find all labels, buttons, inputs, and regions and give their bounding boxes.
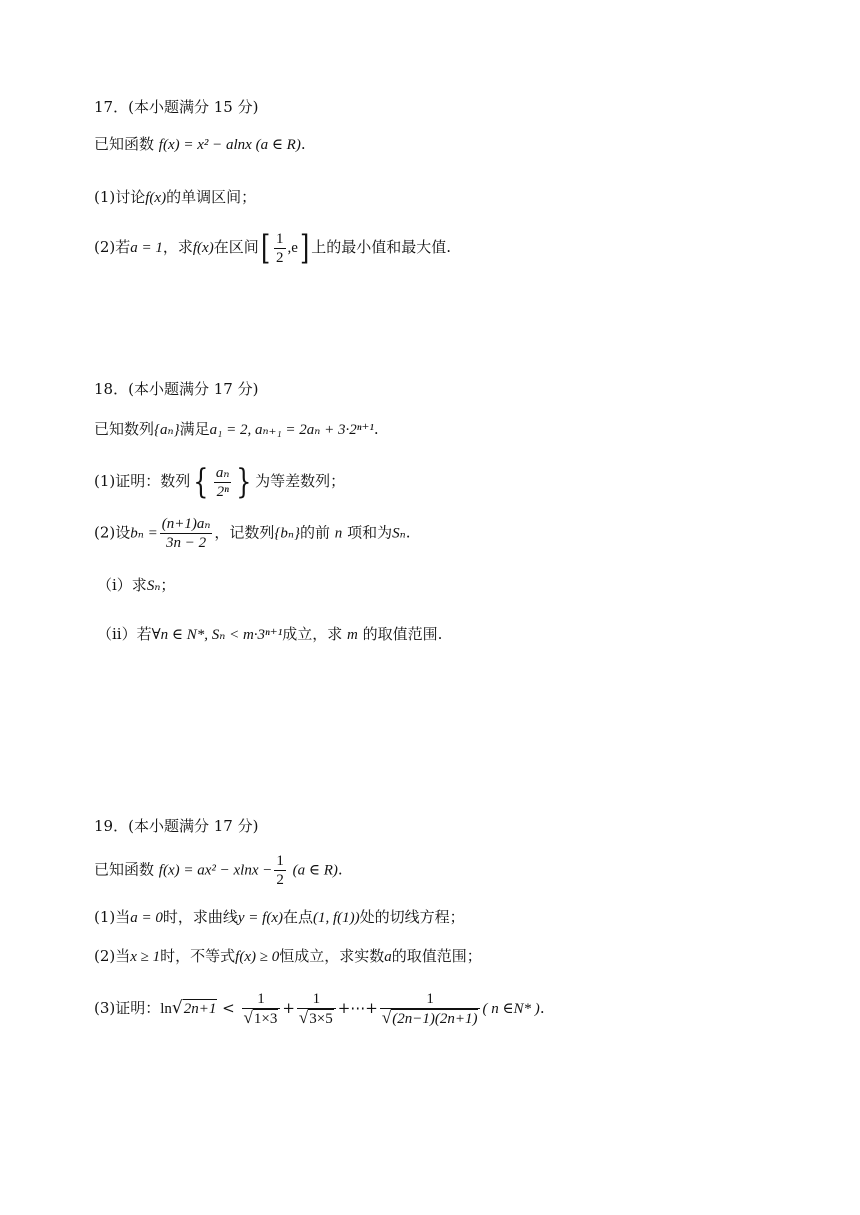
- q19-p3-t2-den: 3×5: [309, 1011, 333, 1027]
- q17-stem-prefix: 已知函数: [94, 135, 155, 153]
- q19-part2: [94, 945, 482, 968]
- q17-p1-expr: f(x): [145, 190, 167, 206]
- q18-part2: [94, 515, 410, 552]
- q18-p2-frac: [160, 515, 213, 552]
- q17-stem-expr: f(x) = x² − alnx (a ∈ R): [158, 137, 301, 153]
- q18-pii-m: m: [347, 627, 358, 643]
- q17-interval-end: ,e: [287, 240, 298, 256]
- q19-p3-t3-den-wrap: [380, 1009, 481, 1028]
- q19-p2-mid: 时，不等式: [160, 947, 236, 965]
- left-bracket-icon: [: [260, 228, 271, 268]
- q19-p3-dots: +⋯+: [337, 999, 378, 1017]
- q18-p2-mid2: 的前: [300, 523, 331, 542]
- q19-p3-term2: [297, 990, 336, 1028]
- q17-p2-cond: a = 1: [130, 240, 163, 256]
- q17-part1: [94, 186, 256, 209]
- q19-p1-curve: y = f(x): [237, 910, 283, 926]
- q19-p1-suffix: 处的切线方程；: [359, 908, 465, 926]
- q19-p2-cond: x ≥ 1: [130, 949, 161, 965]
- q19-stem-frac-num: 1: [276, 853, 284, 869]
- q19-stem-prefix: 已知函数: [94, 860, 155, 879]
- q17-stem-suffix: .: [300, 135, 306, 153]
- q18-p2-suffix: .: [405, 523, 411, 542]
- q19-p3-lt: <: [222, 999, 235, 1017]
- q18-p2-frac-den: 3n − 2: [165, 535, 207, 551]
- q18-p2-sn: Sₙ: [392, 525, 406, 542]
- q18-p2-mid: ，记数列: [214, 523, 275, 542]
- q19-p3-t3-den: (2n−1)(2n+1): [392, 1011, 478, 1027]
- q19-p3-t1-den: 1×3: [253, 1011, 278, 1027]
- q19-p3-suffix: .: [539, 999, 545, 1017]
- sqrt-icon: √: [381, 1008, 392, 1027]
- q17-interval-den: 2: [276, 249, 284, 266]
- q19-p3-ln: ln: [160, 1001, 172, 1017]
- q18-pi-prefix: （i）求: [97, 576, 147, 594]
- q17-p2-mid: ，求: [162, 238, 193, 256]
- q18-header: 18．(本小题满分 17 分): [94, 380, 259, 398]
- q17-p2-mid2: 在区间: [213, 238, 259, 256]
- q18-stem-expr: a₁ = 2, aₙ₊₁ = 2aₙ + 3·2ⁿ⁺¹: [209, 422, 374, 438]
- q19-p3-t1-num: 1: [242, 990, 281, 1009]
- q19-p3-t2-den-wrap: [297, 1009, 336, 1028]
- q18-p1-frac: [214, 464, 232, 501]
- q18-p1-prefix: (1)证明：数列: [94, 472, 191, 490]
- q19-stem-frac-den: 2: [276, 872, 284, 888]
- q18-p2-mid3: 项和为: [347, 523, 393, 542]
- q18-p1-frac-num: aₙ: [215, 464, 230, 481]
- q19-p1-point: (1, f(1)): [313, 910, 360, 926]
- q18-p2-seq: {bₙ}: [274, 525, 300, 542]
- q19-stem-expr2: (a ∈ R): [292, 862, 338, 879]
- q19-p3-term1: [242, 990, 281, 1028]
- q17-p2-suffix: 上的最小值和最大值.: [311, 238, 451, 256]
- q18-pii-suffix: 的取值范围.: [362, 625, 443, 643]
- q19-part1: [94, 906, 465, 929]
- sqrt-icon: √: [171, 998, 183, 1018]
- q17-p2-prefix: (2)若: [94, 238, 131, 256]
- q19-stem-expr1: f(x) = ax² − xlnx −: [158, 862, 273, 879]
- q19-p1-prefix: (1)当: [94, 908, 131, 926]
- q19-p2-suffix: 的取值范围；: [391, 947, 482, 965]
- sqrt-icon: √: [298, 1008, 309, 1027]
- q19-header: 19．(本小题满分 17 分): [94, 817, 259, 835]
- q18-part-ii: [97, 623, 442, 646]
- q18-pi-expr: Sₙ: [146, 578, 161, 594]
- sqrt-icon: √: [243, 1008, 253, 1027]
- q19-stem: [94, 852, 343, 889]
- q18-p2-frac-num: (n+1)aₙ: [161, 516, 211, 532]
- q18-p2-prefix: (2)设: [94, 523, 131, 542]
- q19-stem-frac: [274, 852, 286, 889]
- q19-p3-term3: [380, 990, 481, 1028]
- q19-p2-a: a: [384, 949, 392, 965]
- q18-stem-seq: {aₙ}: [154, 422, 180, 438]
- q18-part-i: [97, 574, 175, 597]
- q19-p1-mid2: 在点: [283, 908, 314, 926]
- q17-interval-num: 1: [276, 230, 284, 247]
- q19-p1-cond: a = 0: [130, 910, 163, 926]
- right-bracket-icon: ]: [299, 228, 310, 268]
- q17-part2: [94, 228, 451, 268]
- q17-p1-suffix: 的单调区间；: [166, 188, 257, 206]
- q18-stem: [94, 418, 379, 441]
- q18-pi-suffix: ；: [160, 576, 176, 594]
- q18-p2-n: n: [334, 525, 343, 542]
- q17-p2-expr: f(x): [192, 240, 214, 256]
- q19-stem-suffix: .: [337, 860, 343, 879]
- q19-p3-t1-den-wrap: [242, 1009, 281, 1028]
- q17-stem: [94, 133, 306, 156]
- q19-p3-t2-num: 1: [297, 990, 336, 1009]
- q19-part3: (3)证明：ln√2n+1 < $\frac{1}{√1\times 3}$ + $\frac{1}{√3\times 5}$ +⋯+ $\frac{1}{√(2n-1)(2n+1)}$ ( n ∈N* ).: [94, 991, 545, 1027]
- q18-pii-expr: ∀n ∈ N*, Sₙ < m·3ⁿ⁺¹: [151, 627, 283, 643]
- q19-p2-prefix: (2)当: [94, 947, 131, 965]
- q18-p1-suffix: 为等差数列；: [255, 472, 346, 490]
- q18-stem-mid: 满足: [179, 420, 210, 438]
- q18-p2-lhs: bₙ =: [130, 525, 158, 542]
- q18-part1: [94, 462, 345, 502]
- right-brace-icon: }: [236, 462, 252, 502]
- left-brace-icon: {: [193, 462, 209, 502]
- q19-p1-mid: 时，求曲线: [162, 908, 238, 926]
- q19-p3-prefix: (3)证明：: [94, 999, 161, 1017]
- q17-header: 17．(本小题满分 15 分): [94, 98, 259, 116]
- q17-interval-frac: [274, 230, 286, 267]
- q18-stem-prefix: 已知数列: [94, 420, 155, 438]
- q18-pii-mid: 成立，求: [282, 625, 343, 643]
- q18-stem-suffix: .: [373, 420, 379, 438]
- q17-p1-prefix: (1)讨论: [94, 188, 146, 206]
- q18-pii-prefix: （ii）若: [97, 625, 152, 643]
- q19-p3-ln-arg: 2n+1: [183, 1001, 217, 1017]
- q19-p3-t3-num: 1: [380, 990, 481, 1009]
- q19-p3-cond: ( n ∈N* ): [482, 1001, 540, 1017]
- q19-p2-mid2: 恒成立，求实数: [279, 947, 385, 965]
- q18-p1-frac-den: 2ⁿ: [216, 483, 229, 500]
- q19-p2-ineq: f(x) ≥ 0: [235, 949, 280, 965]
